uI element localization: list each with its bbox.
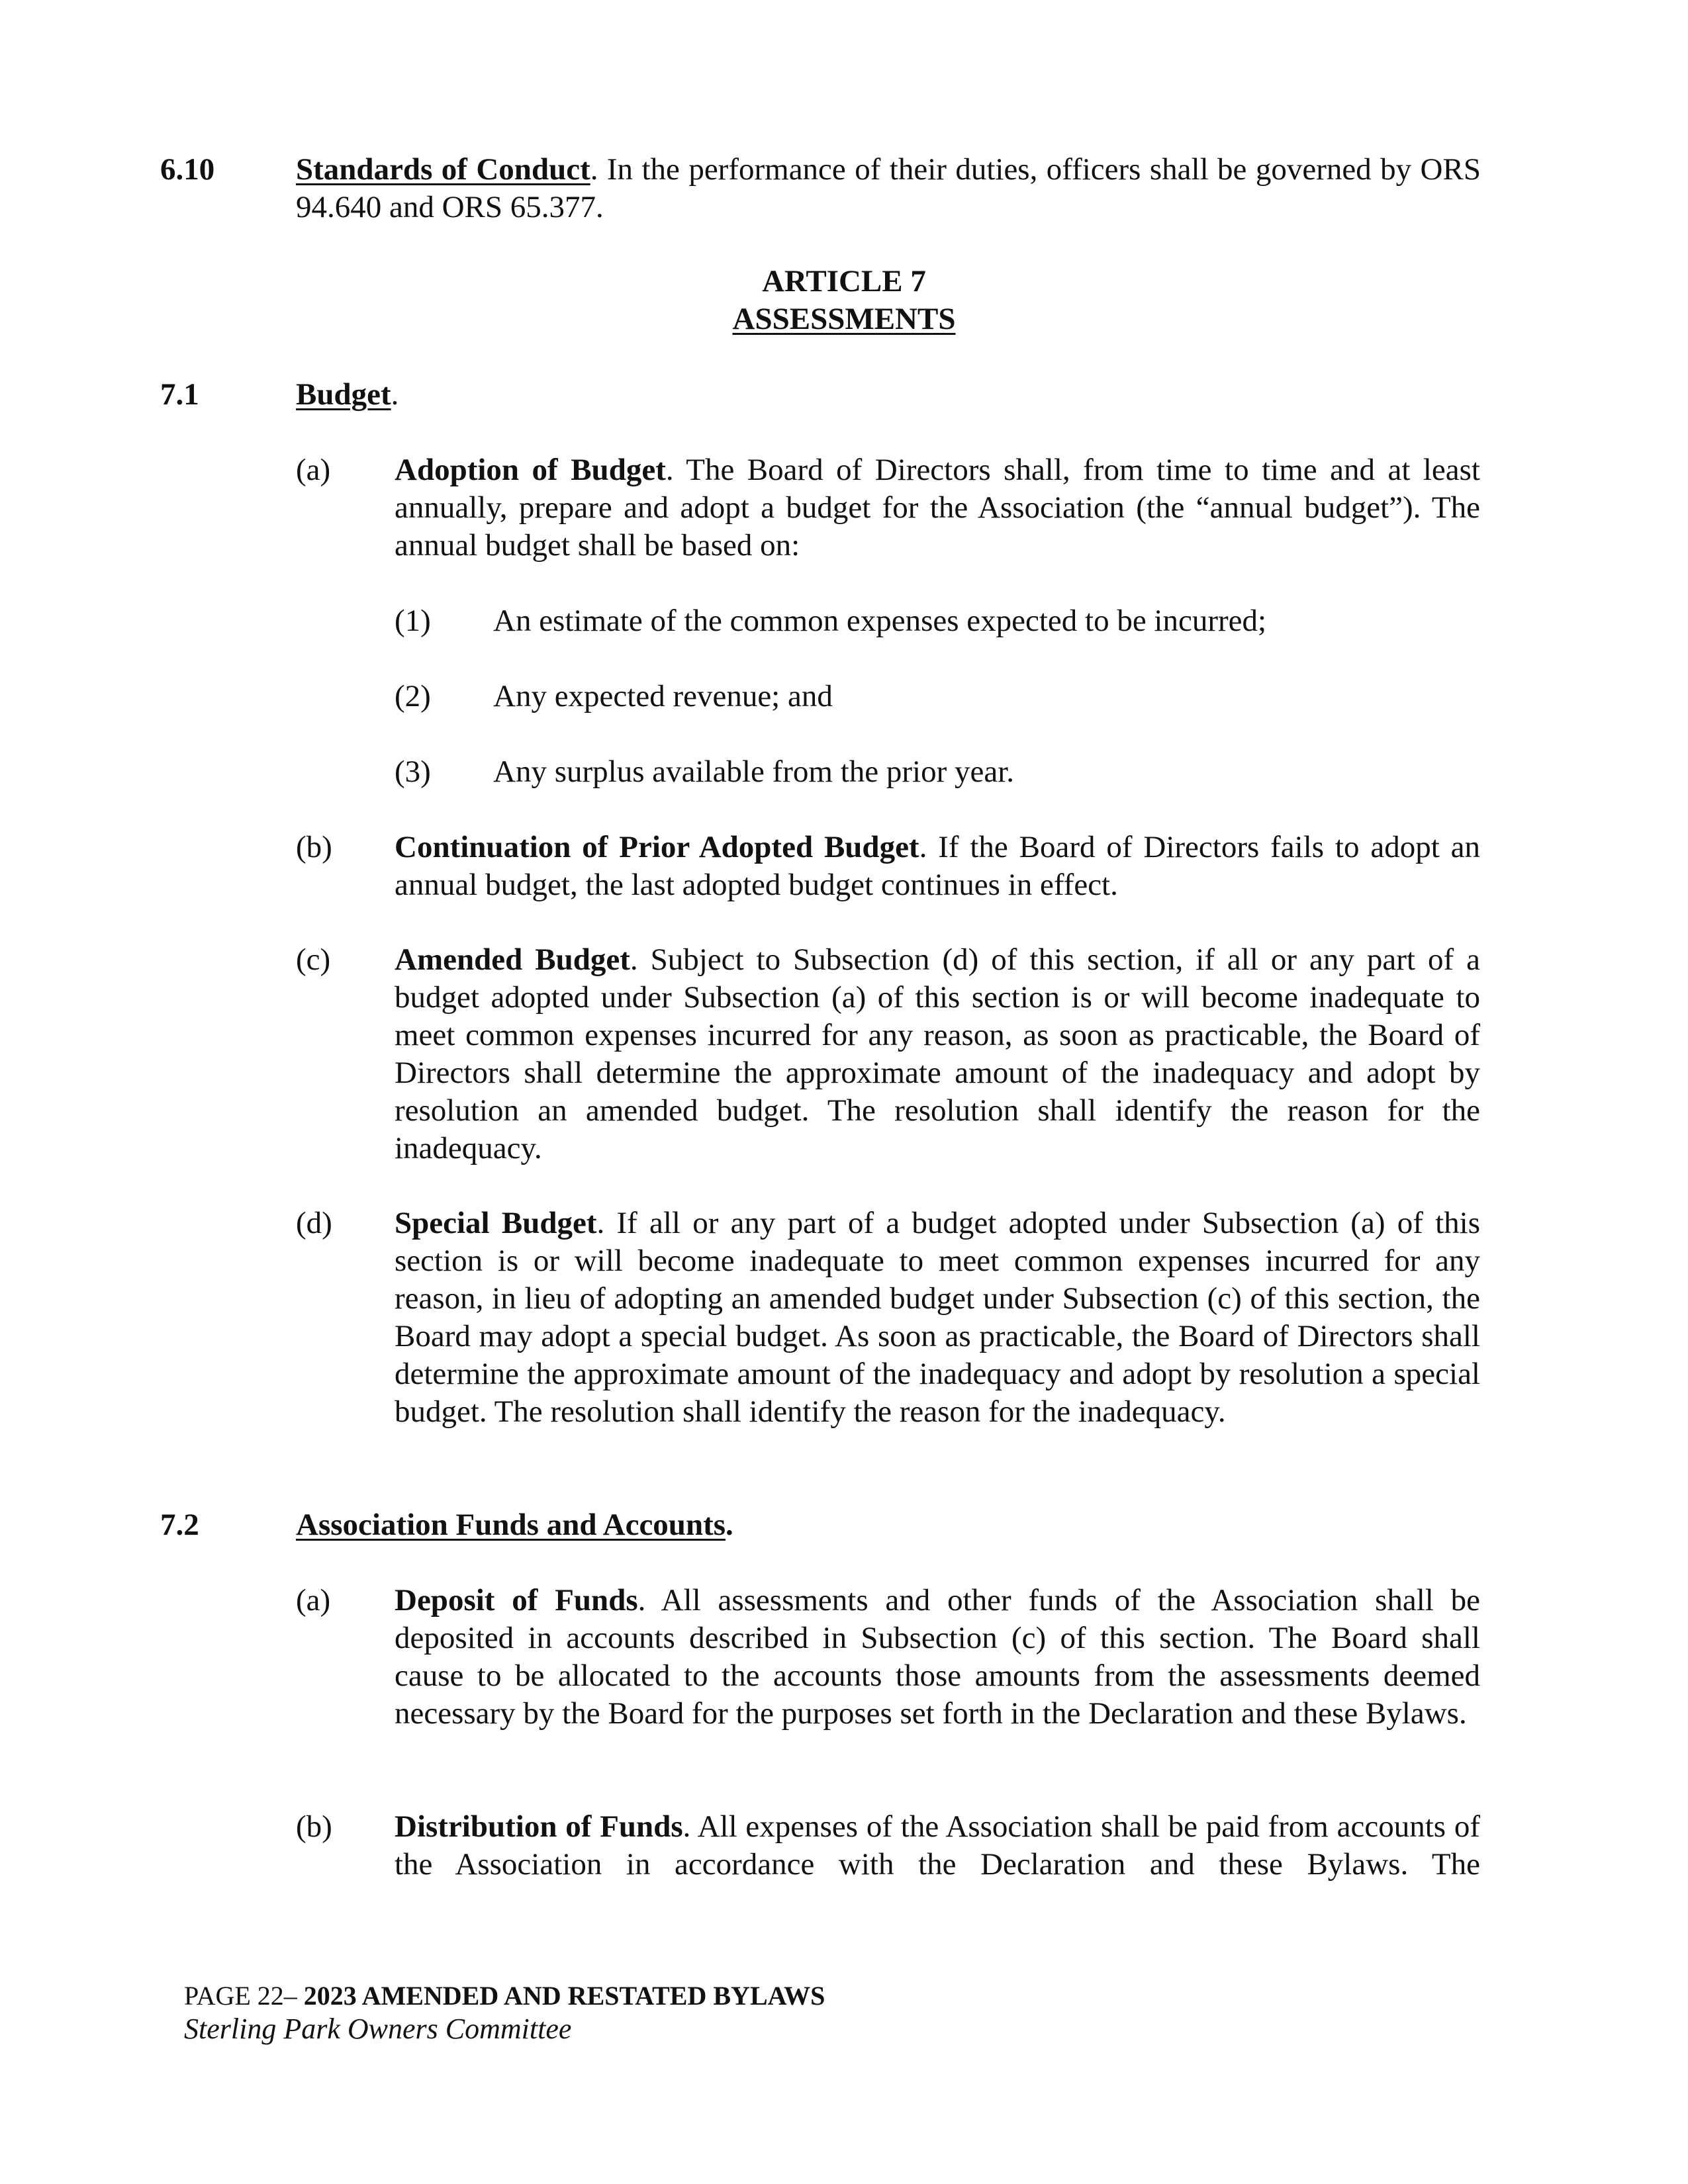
list-item-text: An estimate of the common expenses expected to be incurred; <box>493 604 1267 638</box>
paragraph-text: . All assessments and other funds of the Association shall be deposited in accounts described in Subsection (c) of this section. The Board shall cause to be allocated to the accounts those amounts from the assessments deemed necessary by the Board for the purposes set forth in the Declaration and these Bylaws. <box>395 1583 1481 1731</box>
subsection-b-paragraph <box>395 1808 1480 1884</box>
subsection-heading: Distribution of Funds <box>395 1809 683 1844</box>
subsection-d-paragraph <box>395 1205 1480 1431</box>
list-item-label: (3) <box>395 754 431 789</box>
paragraph-text: . Subject to Subsection (d) of this section, if all or any part of a budget adopted under Subsection (a) of this section is or will become inadequate to meet common expenses incurred for any reason, as soon as practicable, the Board of Directors shall determine the approximate amount of the inadequacy and adopt by resolution an amended budget. The resolution shall identify the reason for the inadequacy. <box>395 942 1480 1165</box>
article-title: ARTICLE 7 <box>762 264 926 298</box>
paragraph-text: . If the Board of Directors fails to adopt an annual budget, the last adopted budget continues in effect. <box>395 830 1480 902</box>
paragraph-text: . The Board of Directors shall, from time to time and at least annually, prepare and adopt a budget for the Association (the “annual budget”). The annual budget shall be based on: <box>395 453 1480 563</box>
subsection-label: (b) <box>296 1809 332 1844</box>
heading-punctuation: . <box>590 152 598 187</box>
subsection-label: (d) <box>296 1206 332 1240</box>
section-7-1-heading <box>296 376 399 414</box>
footer-organization: Sterling Park Owners Committee <box>184 2013 572 2045</box>
subsection-a-paragraph <box>395 1582 1480 1733</box>
section-number: 6.10 <box>160 152 215 187</box>
list-item-text: Any surplus available from the prior year. <box>493 754 1015 789</box>
subsection-heading: Amended Budget <box>395 942 630 977</box>
subsection-label: (b) <box>296 830 332 864</box>
section-number: 7.1 <box>160 377 199 412</box>
subsection-label: (c) <box>296 942 331 977</box>
subsection-label: (a) <box>296 453 331 487</box>
section-number: 7.2 <box>160 1508 199 1542</box>
paragraph-text: . If all or any part of a budget adopted under Subsection (a) of this section is or will become inadequate to meet common expenses incurred for any reason, in lieu of adopting an amended budget under Subsection (c) of this section, the Board may adopt a special budget. As soon as practicable, the Board of Directors shall determine the approximate amount of the inadequacy and adopt by resolution a special budget. The resolution shall identify the reason for the inadequacy. <box>395 1206 1480 1429</box>
subsection-a-paragraph <box>395 451 1480 565</box>
section-7-2-heading <box>296 1506 733 1544</box>
section-6-10-paragraph <box>296 151 1481 226</box>
subsection-label: (a) <box>296 1583 331 1617</box>
subsection-heading: Adoption of Budget <box>395 453 666 487</box>
section-heading: Association Funds and Accounts <box>296 1508 726 1542</box>
paragraph-text: . All expenses of the Association shall be paid from accounts of the Association in accordance with the Declaration and these Bylaws. The <box>395 1809 1480 1882</box>
article-subtitle <box>0 300 1688 338</box>
article-subtitle-text: ASSESSMENTS <box>732 302 956 336</box>
subsection-b-paragraph <box>395 829 1480 904</box>
list-item-label: (2) <box>395 679 431 713</box>
footer-page-number: PAGE 22– <box>184 1981 304 2011</box>
list-item-text: Any expected revenue; and <box>493 679 833 713</box>
paragraph-text: In the performance of their duties, officers shall be governed by ORS 94.640 and ORS 65.377. <box>296 152 1481 224</box>
subsection-c-paragraph <box>395 941 1480 1167</box>
heading-punctuation: . <box>391 377 399 412</box>
section-heading: Standards of Conduct <box>296 152 590 187</box>
page-footer <box>184 1980 825 2012</box>
list-item-label: (1) <box>395 604 431 638</box>
subsection-heading: Deposit of Funds <box>395 1583 638 1617</box>
subsection-heading: Continuation of Prior Adopted Budget <box>395 830 919 864</box>
section-heading: Budget <box>296 377 391 412</box>
heading-punctuation: . <box>726 1508 733 1542</box>
subsection-heading: Special Budget <box>395 1206 597 1240</box>
footer-doc-title: 2023 AMENDED AND RESTATED BYLAWS <box>303 1981 825 2011</box>
